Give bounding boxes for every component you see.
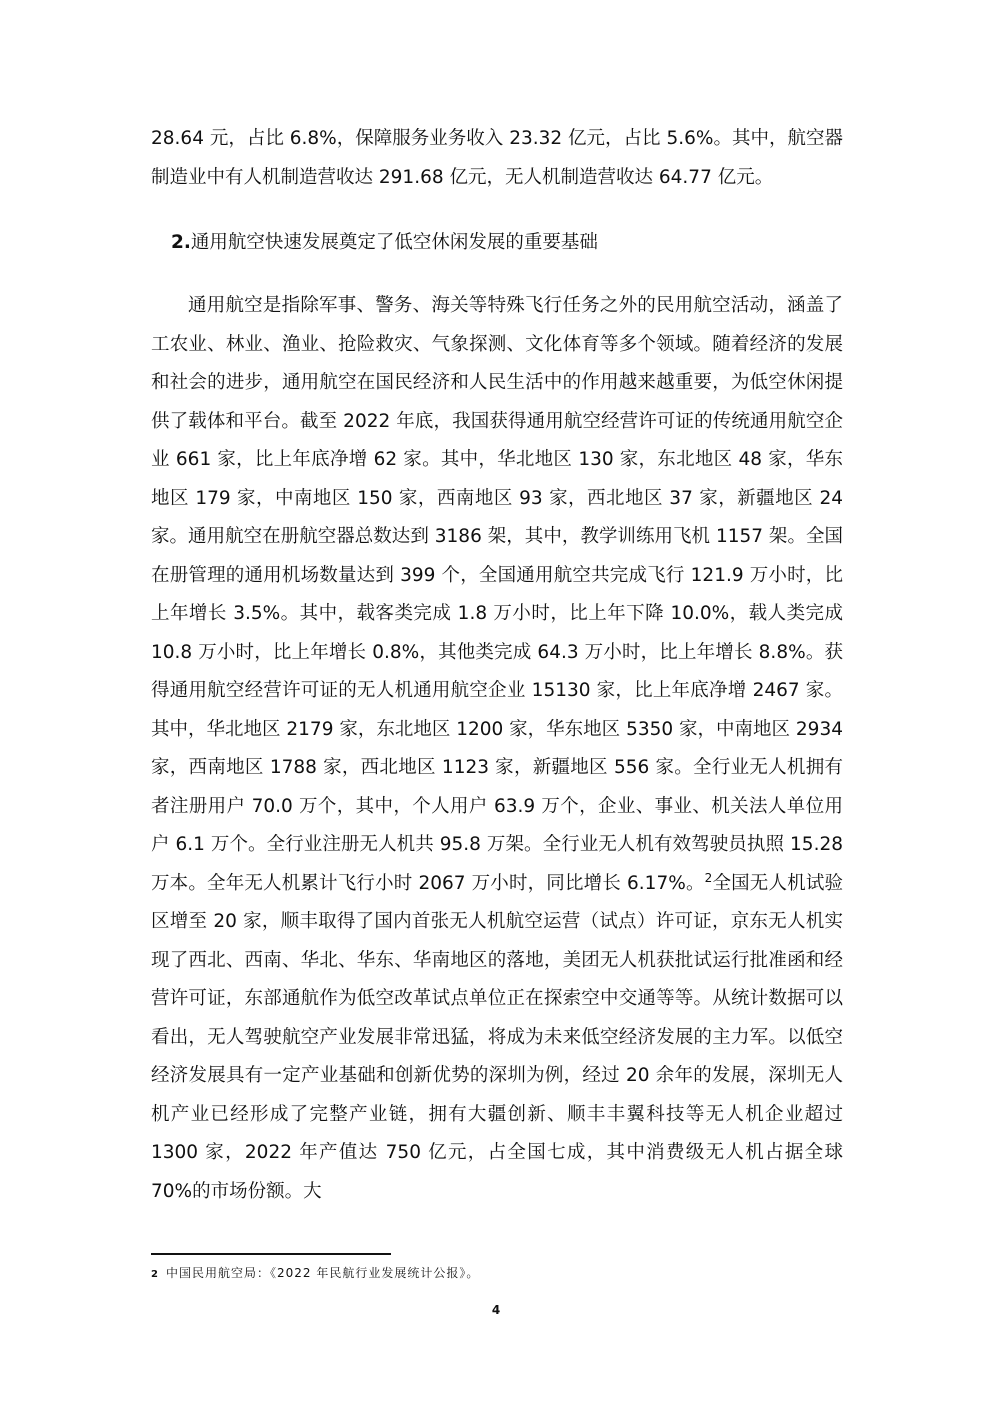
paragraph-general-aviation <box>151 287 843 1211</box>
paragraph-part-2: 全国无人机试验区增至 20 家，顺丰取得了国内首张无人机航空运营（试点）许可证，京东无人机实现了西北、西南、华北、华东、华南地区的落地，美团无人机获批试运行批准函和经营许可证，东部通航作为低空改革试点单位正在探索空中交通等等。从统计数据可以看出，无人驾驶航空产业发展非常迅猛，将成为未来低空经济发展的主力军。以低空经济发展具有一定产业基础和创新优势的深圳为例，经过 20 余年的发展，深圳无人机产业已经形成了完整产业链，拥有大疆创新、顺丰丰翼科技等无人机企业超过 1300 家，2022 年产值达 750 亿元，占全国七成，其中消费级无人机占据全球 70%的市场份额。大 <box>151 872 843 1202</box>
footnote-reference[interactable]: 2 <box>704 870 713 885</box>
paragraph-part-1: 通用航空是指除军事、警务、海关等特殊飞行任务之外的民用航空活动，涵盖了工农业、林业、渔业、抢险救灾、气象探测、文化体育等多个领域。随着经济的发展和社会的进步，通用航空在国民经济和人民生活中的作用越来越重要，为低空休闲提供了载体和平台。截至 2022 年底，我国获得通用航空经营许可证的传统通用航空企业 661 家，比上年底净增 62 家。其中，华北地区 130 家，东北地区 48 家，华东地区 179 家，中南地区 150 家，西南地区 93 家，西北地区 37 家，新疆地区 24 家。通用航空在册航空器总数达到 3186 架，其中，教学训练用飞机 1157 架。全国在册管理的通用机场数量达到 399 个，全国通用航空共完成飞行 121.9 万小时，比上年增长 3.5%。其中，载客类完成 1.8 万小时，比上年下降 10.0%，载人类完成 10.8 万小时，比上年增长 0.8%，其他类完成 64.3 万小时，比上年增长 8.8%。获得通用航空经营许可证的无人机通用航空企业 15130 家，比上年底净增 2467 家。其中，华北地区 2179 家，东北地区 1200 家，华东地区 5350 家，中南地区 2934 家，西南地区 1788 家，西北地区 1123 家，新疆地区 556 家。全行业无人机拥有者注册用户 70.0 万个，其中，个人用户 63.9 万个，企业、事业、机关法人单位用户 6.1 万个。全行业注册无人机共 95.8 万架。全行业无人机有效驾驶员执照 15.28 万本。全年无人机累计飞行小时 2067 万小时，同比增长 6.17%。 <box>151 295 843 894</box>
page-number: 4 <box>491 1303 501 1317</box>
paragraph-continued: 28.64 元，占比 6.8%，保障服务业务收入 23.32 亿元，占比 5.6%。其中，航空器制造业中有人机制造营收达 291.68 亿元，无人机制造营收达 64.77 亿元。 <box>151 128 843 188</box>
footnote <box>151 1264 479 1284</box>
section-heading-text: 通用航空快速发展奠定了低空休闲发展的重要基础 <box>190 232 598 253</box>
section-heading <box>171 224 598 262</box>
section-heading-number: 2. <box>171 232 191 253</box>
footnote-divider <box>151 1253 391 1255</box>
footnote-mark: 2 <box>151 1269 158 1280</box>
footnote-text: 中国民用航空局：《2022 年民航行业发展统计公报》。 <box>165 1266 480 1280</box>
